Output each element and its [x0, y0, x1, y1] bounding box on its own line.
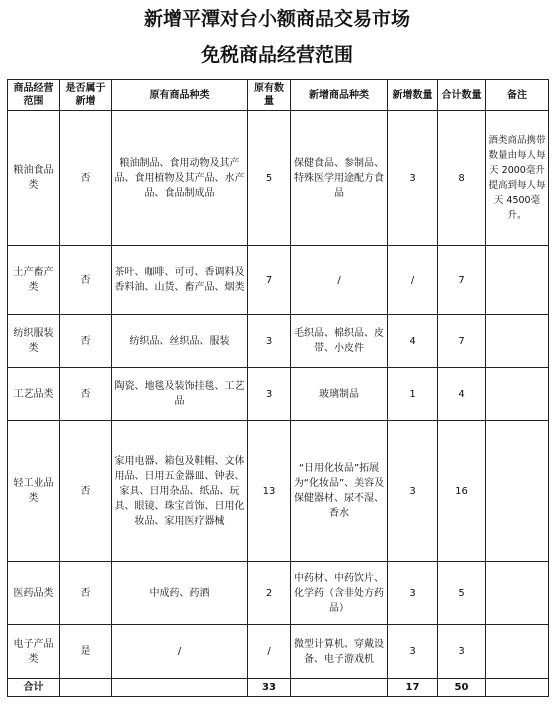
cell-orig-count: 3 [248, 368, 291, 421]
scope-table [7, 79, 549, 697]
cell-orig-count: 2 [248, 562, 291, 625]
header-new-count: 新增数量 [388, 80, 438, 111]
cell-orig-types: 中成药、药酒 [112, 562, 248, 625]
cell-new-types: 玻璃制品 [291, 368, 388, 421]
cell-orig-types: 纺织品、丝织品、服装 [112, 315, 248, 368]
cell-orig-types: 粮油制品、食用动物及其产品、食用植物及其产品、水产品、食品制成品 [112, 111, 248, 246]
document-subtitle: 免税商品经营范围 [200, 44, 353, 66]
total-empty [486, 679, 549, 697]
header-is-new: 是否属于新增 [60, 80, 112, 111]
cell-is-new: 是 [60, 625, 112, 679]
cell-orig-count: 7 [248, 246, 291, 315]
cell-new-count: 1 [388, 368, 438, 421]
total-row [8, 679, 549, 697]
cell-is-new: 否 [60, 246, 112, 315]
cell-scope: 土产畜产类 [8, 246, 60, 315]
cell-total-count: 3 [438, 625, 486, 679]
header-new-types: 新增商品种类 [291, 80, 388, 111]
cell-new-count: / [388, 246, 438, 315]
table-row [8, 111, 549, 246]
table-row [8, 315, 549, 368]
cell-orig-count: 3 [248, 315, 291, 368]
cell-total-count: 7 [438, 246, 486, 315]
cell-new-types: “日用化妆品”拓展为“化妆品”、美容及保健器材、尿不湿、香水 [291, 421, 388, 562]
cell-scope: 轻工业品类 [8, 421, 60, 562]
cell-orig-types: / [112, 625, 248, 679]
total-empty [112, 679, 248, 697]
cell-total-count: 8 [438, 111, 486, 246]
table-row [8, 625, 549, 679]
cell-scope: 粮油食品类 [8, 111, 60, 246]
cell-orig-types: 家用电器、箱包及鞋帽、文体用品、日用五金器皿、钟表、家具、日用杂品、纸品、玩具、眼镜、珠宝首饰、日用化妆品、家用医疗器械 [112, 421, 248, 562]
cell-note [486, 246, 549, 315]
cell-total-count: 5 [438, 562, 486, 625]
cell-is-new: 否 [60, 315, 112, 368]
total-new-count: 17 [388, 679, 438, 697]
table-row [8, 368, 549, 421]
cell-new-count: 3 [388, 625, 438, 679]
cell-orig-count: 5 [248, 111, 291, 246]
header-total-count: 合计数量 [438, 80, 486, 111]
cell-scope: 工艺品类 [8, 368, 60, 421]
cell-orig-types: 陶瓷、地毯及装饰挂毯、工艺品 [112, 368, 248, 421]
table-row [8, 562, 549, 625]
cell-scope: 纺织服装类 [8, 315, 60, 368]
table-row [8, 421, 549, 562]
cell-note [486, 315, 549, 368]
cell-new-types: / [291, 246, 388, 315]
cell-scope: 医药品类 [8, 562, 60, 625]
cell-new-types: 保健食品、参制品、特殊医学用途配方食品 [291, 111, 388, 246]
cell-new-count: 3 [388, 421, 438, 562]
header-orig-count: 原有数量 [248, 80, 291, 111]
total-orig-count: 33 [248, 679, 291, 697]
cell-new-types: 微型计算机、穿戴设备、电子游戏机 [291, 625, 388, 679]
total-total-count: 50 [438, 679, 486, 697]
header-orig-types: 原有商品种类 [112, 80, 248, 111]
cell-is-new: 否 [60, 111, 112, 246]
cell-note [486, 625, 549, 679]
cell-is-new: 否 [60, 562, 112, 625]
cell-note [486, 562, 549, 625]
cell-new-types: 毛织品、棉织品、皮带、小皮件 [291, 315, 388, 368]
cell-is-new: 否 [60, 421, 112, 562]
header-scope: 商品经营范围 [8, 80, 60, 111]
cell-total-count: 4 [438, 368, 486, 421]
cell-total-count: 7 [438, 315, 486, 368]
cell-new-count: 3 [388, 111, 438, 246]
cell-new-count: 3 [388, 562, 438, 625]
cell-orig-types: 茶叶、咖啡、可可、香调料及香料油、山货、畜产品、烟类 [112, 246, 248, 315]
cell-orig-count: / [248, 625, 291, 679]
cell-new-types: 中药材、中药饮片、化学药（含非处方药品） [291, 562, 388, 625]
table-row [8, 246, 549, 315]
cell-scope: 电子产品类 [8, 625, 60, 679]
document-title: 新增平潭对台小额商品交易市场 [143, 8, 410, 30]
cell-orig-count: 13 [248, 421, 291, 562]
cell-note [486, 368, 549, 421]
cell-is-new: 否 [60, 368, 112, 421]
total-empty [291, 679, 388, 697]
cell-note: 酒类商品携带数量由每人每天 2000毫升提高到每人每天 4500毫升。 [486, 111, 549, 246]
header-row [8, 80, 549, 111]
cell-total-count: 16 [438, 421, 486, 562]
cell-new-count: 4 [388, 315, 438, 368]
total-label: 合计 [8, 679, 60, 697]
total-empty [60, 679, 112, 697]
header-note: 备注 [486, 80, 549, 111]
cell-note [486, 421, 549, 562]
